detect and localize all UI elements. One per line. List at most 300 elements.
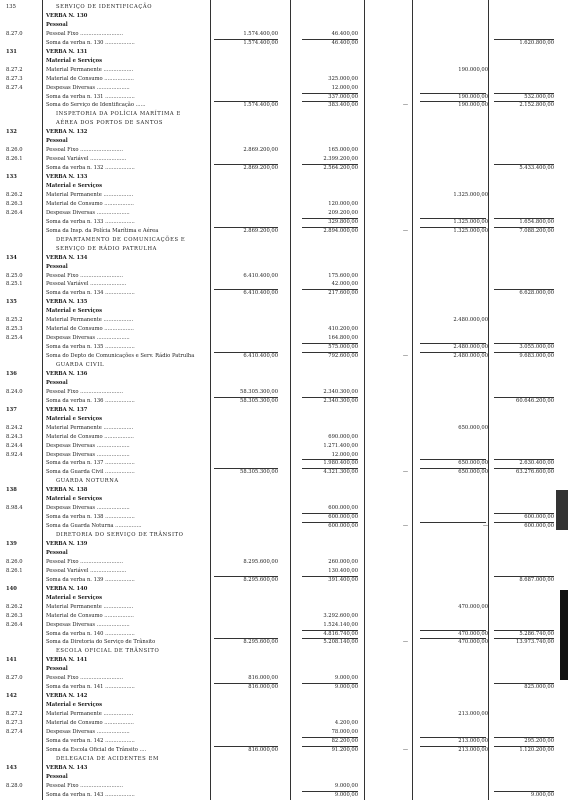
col-total: 5.286.740,00 bbox=[519, 630, 554, 637]
row-label: Pessoal Fixo .......................... bbox=[46, 558, 124, 565]
sum-rule bbox=[302, 630, 358, 631]
row-label: VERBA N. 137 bbox=[46, 406, 88, 413]
col-custeio: 410.200,00 bbox=[328, 326, 358, 333]
ledger-row bbox=[0, 790, 568, 800]
col-pessoal: 58.305.300,00 bbox=[240, 469, 278, 476]
sum-rule bbox=[214, 101, 278, 102]
col-pessoal: 58.305.300,00 bbox=[240, 397, 278, 404]
row-code: 8.27.2 bbox=[6, 66, 23, 73]
col-custeio: 9.000,00 bbox=[334, 675, 358, 682]
col-custeio: 82.200,00 bbox=[331, 737, 358, 744]
col-transf: — bbox=[402, 639, 408, 646]
row-label: Soma da verba n. 140 .................. bbox=[46, 630, 135, 637]
col-total: 9.683.000,00 bbox=[519, 353, 554, 360]
row-label: VERBA N. 141 bbox=[46, 657, 88, 664]
sum-rule bbox=[494, 513, 554, 514]
col-pessoal: 58.305.300,00 bbox=[240, 388, 278, 395]
row-code: 8.25.1 bbox=[6, 281, 23, 288]
row-label: Material de Consumo .................. bbox=[46, 326, 134, 333]
sum-rule bbox=[420, 459, 486, 460]
row-code: 8.24.0 bbox=[6, 388, 23, 395]
sum-rule bbox=[302, 227, 358, 228]
row-code: 8.26.0 bbox=[6, 558, 23, 565]
row-label: Soma da Escola Oficial de Trânsito .... bbox=[46, 746, 147, 753]
col-custeio: 12.000,00 bbox=[331, 84, 358, 91]
sum-rule bbox=[494, 343, 554, 344]
row-label: Pessoal bbox=[46, 263, 68, 270]
sum-rule bbox=[302, 737, 358, 738]
row-code: 8.25.3 bbox=[6, 326, 23, 333]
sum-rule bbox=[302, 397, 358, 398]
col-capital: 1.325.000,00 bbox=[453, 227, 488, 234]
row-label: Despesas Diversas .................... bbox=[46, 451, 130, 458]
col-capital: 1.325.000,00 bbox=[453, 191, 488, 198]
row-number: 137 bbox=[6, 406, 17, 413]
row-number: 135 bbox=[6, 4, 16, 10]
col-custeio: 260.000,00 bbox=[328, 558, 358, 565]
row-label: DIRETORIA DO SERVIÇO DE TRÂNSITO bbox=[56, 532, 184, 539]
sum-rule bbox=[420, 93, 486, 94]
row-label: VERBA N. 136 bbox=[46, 370, 88, 377]
sum-rule bbox=[302, 459, 358, 460]
row-label: Material Permanente .................. bbox=[46, 191, 134, 198]
col-custeio: 600.000,00 bbox=[328, 505, 358, 512]
col-custeio: 9.000,00 bbox=[334, 782, 358, 789]
row-code: 8.26.0 bbox=[6, 147, 23, 154]
col-capital: 2.480.000,00 bbox=[453, 344, 488, 351]
row-code: 8.26.2 bbox=[6, 603, 23, 610]
row-label: Material de Consumo .................. bbox=[46, 720, 134, 726]
col-pessoal: 6.410.400,00 bbox=[243, 272, 278, 279]
col-custeio: 2.399.200,00 bbox=[323, 156, 358, 163]
sum-rule bbox=[494, 352, 554, 353]
col-transf: — bbox=[402, 102, 408, 109]
col-pessoal: 8.295.600,00 bbox=[243, 639, 278, 646]
col-custeio: 4.816.740,00 bbox=[323, 630, 358, 637]
col-capital: 190.000,00 bbox=[458, 93, 488, 100]
row-label: Soma da verba n. 138 .................. bbox=[46, 514, 135, 521]
sum-rule bbox=[494, 93, 554, 94]
row-label: Soma da Diretoria do Serviço de Trânsito bbox=[46, 639, 156, 646]
col-total: 60.646.200,00 bbox=[516, 397, 554, 404]
row-label: VERBA N. 134 bbox=[46, 254, 88, 261]
col-custeio: 1.524.140,00 bbox=[323, 621, 358, 628]
row-number: 142 bbox=[6, 693, 17, 700]
col-custeio: 2.340.300,00 bbox=[323, 388, 358, 395]
sum-rule bbox=[420, 468, 486, 469]
row-label: Material e Serviços bbox=[46, 594, 103, 601]
row-label: Soma da verba n. 143 .................. bbox=[46, 791, 135, 798]
row-code: 8.27.4 bbox=[6, 728, 23, 735]
row-label: GUARDA CIVIL bbox=[56, 362, 105, 368]
col-capital: 650.000,00 bbox=[458, 424, 488, 431]
col-custeio: 9.000,00 bbox=[334, 684, 358, 691]
row-number: 138 bbox=[6, 487, 17, 494]
sum-rule bbox=[302, 791, 358, 792]
sum-rule bbox=[302, 164, 358, 165]
sum-rule bbox=[302, 522, 358, 523]
row-label: VERBA N. 140 bbox=[46, 585, 88, 592]
row-label: VERBA N. 135 bbox=[46, 299, 88, 306]
row-label: DEPARTAMENTO DE COMUNICAÇÕES E bbox=[56, 236, 186, 243]
row-label: Soma da verba n. 134 .................. bbox=[46, 290, 135, 297]
sum-rule bbox=[494, 746, 554, 747]
sum-rule bbox=[494, 791, 554, 792]
row-label: Material Permanente .................. bbox=[46, 711, 134, 718]
row-label: Material e Serviços bbox=[46, 183, 103, 189]
col-pessoal: 6.410.400,00 bbox=[243, 290, 278, 297]
row-label: Material de Consumo .................. bbox=[46, 433, 134, 440]
row-label: Pessoal bbox=[46, 379, 68, 386]
sum-rule bbox=[302, 39, 358, 40]
col-custeio: 2.564.200,00 bbox=[323, 165, 358, 172]
col-custeio: 46.400,00 bbox=[331, 30, 358, 37]
sum-rule bbox=[214, 164, 278, 165]
sum-rule bbox=[214, 227, 278, 228]
sum-rule bbox=[494, 227, 554, 228]
row-code: 8.28.0 bbox=[6, 782, 23, 789]
sum-rule bbox=[302, 746, 358, 747]
col-total: 2.630.400,00 bbox=[519, 460, 554, 467]
col-capital: 470.000,00 bbox=[458, 639, 488, 646]
row-label: Pessoal Variável ...................... bbox=[46, 281, 127, 288]
row-code: 8.98.4 bbox=[6, 505, 23, 512]
sum-rule bbox=[420, 343, 486, 344]
row-code: 8.26.4 bbox=[6, 621, 23, 628]
sum-rule bbox=[214, 39, 278, 40]
col-custeio: 391.400,00 bbox=[328, 576, 358, 583]
col-total: 825.000,00 bbox=[524, 684, 554, 691]
row-code: 8.26.3 bbox=[6, 612, 23, 619]
col-custeio: 5.208.140,00 bbox=[323, 639, 358, 646]
row-number: 132 bbox=[6, 129, 17, 136]
col-pessoal: 2.869.200,00 bbox=[243, 147, 278, 154]
col-capital: 650.000,00 bbox=[458, 460, 488, 467]
col-pessoal: 2.869.200,00 bbox=[243, 165, 278, 172]
col-capital: 470.000,00 bbox=[458, 603, 488, 610]
row-label: Soma da verba n. 136 .................. bbox=[46, 397, 135, 404]
row-label: Soma da verba n. 132 .................. bbox=[46, 165, 135, 172]
col-custeio: 3.292.600,00 bbox=[323, 612, 358, 619]
row-label: DELEGACIA DE ACIDENTES EM bbox=[56, 755, 159, 762]
col-custeio: 12.000,00 bbox=[331, 451, 358, 458]
sum-rule bbox=[420, 227, 486, 228]
row-code: 8.27.4 bbox=[6, 84, 23, 91]
col-custeio: 325.000,00 bbox=[328, 75, 358, 82]
sum-rule bbox=[214, 397, 278, 398]
row-code: 8.24.3 bbox=[6, 433, 23, 440]
row-label: Pessoal bbox=[46, 21, 68, 28]
row-label: Soma do Serviço de Identificação ...... bbox=[46, 102, 146, 109]
row-label: Soma da verba n. 131 .................. bbox=[46, 93, 135, 100]
row-code: 8.26.1 bbox=[6, 156, 23, 163]
col-transf: — bbox=[402, 469, 408, 476]
row-label: VERBA N. 142 bbox=[46, 693, 88, 700]
col-pessoal: 8.295.600,00 bbox=[243, 576, 278, 583]
row-code: 8.26.4 bbox=[6, 209, 23, 216]
row-code: 8.25.2 bbox=[6, 317, 23, 324]
col-capital: 213.000,00 bbox=[458, 711, 488, 718]
sum-rule bbox=[302, 513, 358, 514]
col-capital: 190.000,00 bbox=[458, 66, 488, 73]
col-transf: — bbox=[402, 353, 408, 360]
col-custeio: 120.000,00 bbox=[328, 200, 358, 207]
row-label: Pessoal Fixo .......................... bbox=[46, 782, 124, 789]
row-label: Soma da verba n. 139 .................. bbox=[46, 576, 135, 583]
sum-rule bbox=[302, 638, 358, 639]
col-custeio: 165.000,00 bbox=[328, 147, 358, 154]
col-total: 600.000,00 bbox=[524, 523, 554, 530]
row-label: Pessoal bbox=[46, 666, 68, 673]
row-label: VERBA N. 133 bbox=[46, 174, 88, 181]
row-code: 8.24.2 bbox=[6, 424, 23, 431]
row-number: 140 bbox=[6, 585, 17, 592]
sum-rule bbox=[420, 101, 486, 102]
col-custeio: 2.340.300,00 bbox=[323, 397, 358, 404]
col-custeio: 337.000,00 bbox=[328, 93, 358, 100]
row-number: 133 bbox=[6, 174, 17, 181]
sum-rule bbox=[214, 576, 278, 577]
col-pessoal: 8.295.600,00 bbox=[243, 558, 278, 565]
col-custeio: 217.600,00 bbox=[328, 290, 358, 297]
row-label: Soma da verba n. 133 .................. bbox=[46, 218, 135, 225]
col-capital: — bbox=[482, 523, 488, 530]
sum-rule bbox=[302, 289, 358, 290]
col-total: 1.620.800,00 bbox=[519, 39, 554, 46]
row-label: Pessoal bbox=[46, 138, 68, 145]
row-label: Pessoal bbox=[46, 549, 68, 556]
row-code: 8.26.3 bbox=[6, 200, 23, 207]
sum-rule bbox=[494, 638, 554, 639]
col-total: 2.152.800,00 bbox=[519, 102, 554, 109]
col-capital: 2.480.000,00 bbox=[453, 317, 488, 324]
col-total: 63.276.600,00 bbox=[516, 469, 554, 476]
row-label: Material de Consumo .................. bbox=[46, 75, 134, 82]
row-label: Material Permanente .................. bbox=[46, 66, 134, 73]
row-label: VERBA N. 139 bbox=[46, 541, 88, 547]
sum-rule bbox=[494, 164, 554, 165]
row-label: VERBA N. 130 bbox=[46, 12, 88, 19]
col-total: 5.433.400,00 bbox=[519, 165, 554, 172]
sum-rule bbox=[494, 289, 554, 290]
col-total: 1.120.200,00 bbox=[519, 746, 554, 753]
sum-rule bbox=[302, 468, 358, 469]
col-total: 532.000,00 bbox=[524, 93, 554, 100]
row-label: Pessoal Fixo .......................... bbox=[46, 30, 124, 37]
row-label: Pessoal bbox=[46, 773, 68, 780]
col-total: 8.687.000,00 bbox=[519, 576, 554, 583]
sum-rule bbox=[214, 746, 278, 747]
col-pessoal: 816.000,00 bbox=[248, 675, 278, 682]
row-label: Soma da verba n. 130 .................. bbox=[46, 39, 135, 46]
row-label: Soma da Guarda Civil .................. bbox=[46, 469, 135, 476]
col-capital: 190.000,00 bbox=[458, 102, 488, 109]
row-code: 8.27.3 bbox=[6, 75, 23, 82]
col-pessoal: 816.000,00 bbox=[248, 746, 278, 753]
row-code: 8.27.2 bbox=[6, 711, 23, 718]
sum-rule bbox=[302, 101, 358, 102]
sum-rule bbox=[302, 352, 358, 353]
row-code: 8.25.0 bbox=[6, 272, 23, 279]
col-custeio: 1.980.400,00 bbox=[323, 460, 358, 467]
row-number: 134 bbox=[6, 254, 17, 261]
col-custeio: 600.000,00 bbox=[328, 523, 358, 530]
row-label: Despesas Diversas .................... bbox=[46, 621, 130, 628]
row-label: Material e Serviços bbox=[46, 308, 103, 315]
sum-rule bbox=[494, 522, 554, 523]
col-transf: — bbox=[402, 746, 408, 753]
sum-rule bbox=[494, 737, 554, 738]
sum-rule bbox=[420, 737, 486, 738]
sum-rule bbox=[494, 397, 554, 398]
sum-rule bbox=[494, 218, 554, 219]
col-transf: — bbox=[402, 227, 408, 234]
row-label: Despesas Diversas .................... bbox=[46, 335, 130, 342]
col-custeio: 690.000,00 bbox=[328, 433, 358, 440]
col-custeio: 209.200,00 bbox=[328, 209, 358, 216]
col-capital: 1.325.000,00 bbox=[453, 218, 488, 225]
sum-rule bbox=[302, 683, 358, 684]
sum-rule bbox=[420, 218, 486, 219]
row-code: 8.25.4 bbox=[6, 335, 23, 342]
sum-rule bbox=[214, 352, 278, 353]
col-custeio: 130.400,00 bbox=[328, 567, 358, 574]
row-label: Material e Serviços bbox=[46, 57, 103, 64]
sum-rule bbox=[302, 218, 358, 219]
row-number: 141 bbox=[6, 657, 17, 664]
row-label: Material e Serviços bbox=[46, 415, 103, 422]
col-total: 13.973.740,00 bbox=[516, 639, 554, 646]
col-pessoal: 816.000,00 bbox=[248, 684, 278, 691]
sum-rule bbox=[214, 468, 278, 469]
row-label: Material Permanente .................. bbox=[46, 603, 134, 610]
col-capital: 213.000,00 bbox=[458, 737, 488, 744]
sum-rule bbox=[494, 630, 554, 631]
row-code: 8.27.0 bbox=[6, 30, 23, 37]
col-pessoal: 1.574.400,00 bbox=[243, 30, 278, 37]
col-custeio: 42.000,00 bbox=[331, 281, 358, 288]
col-custeio: 329.800,00 bbox=[328, 218, 358, 225]
col-capital: 213.000,00 bbox=[458, 746, 488, 753]
col-custeio: 46.400,00 bbox=[331, 39, 358, 46]
row-code: 8.26.1 bbox=[6, 567, 23, 574]
row-label: Pessoal Variável ...................... bbox=[46, 156, 127, 163]
col-custeio: 4.200,00 bbox=[334, 720, 358, 726]
row-code: 8.27.0 bbox=[6, 675, 23, 682]
col-custeio: 78.000,00 bbox=[331, 728, 358, 735]
col-custeio: 9.000,00 bbox=[334, 791, 358, 798]
row-label: GUARDA NOTURNA bbox=[56, 478, 119, 485]
col-custeio: 383.400,00 bbox=[328, 102, 358, 109]
row-label: Pessoal Fixo .......................... bbox=[46, 272, 124, 279]
row-number: 135 bbox=[6, 299, 17, 306]
sum-rule bbox=[420, 630, 486, 631]
row-label: Material de Consumo .................. bbox=[46, 200, 134, 207]
col-custeio: 600.000,00 bbox=[328, 514, 358, 521]
row-number: 136 bbox=[6, 370, 17, 377]
row-label: Despesas Diversas .................... bbox=[46, 84, 130, 91]
sum-rule bbox=[494, 468, 554, 469]
row-label: Material de Consumo .................. bbox=[46, 612, 134, 619]
col-custeio: 4.321.300,00 bbox=[323, 469, 358, 476]
row-label: Soma do Depto de Comunicações e Serv. Rádio Patrulha bbox=[46, 353, 195, 360]
row-label: Despesas Diversas .................... bbox=[46, 728, 130, 735]
col-custeio: 91.200,00 bbox=[331, 746, 358, 753]
row-label: AÉREA DOS PORTOS DE SANTOS bbox=[56, 120, 164, 127]
col-transf: — bbox=[402, 523, 408, 530]
row-label: Soma da Insp. da Polícia Marítima e Aérea bbox=[46, 227, 159, 234]
sum-rule bbox=[302, 343, 358, 344]
col-custeio: 2.894.000,00 bbox=[323, 227, 358, 234]
sum-rule bbox=[214, 638, 278, 639]
row-label: VERBA N. 138 bbox=[46, 487, 88, 494]
row-label: Despesas Diversas .................... bbox=[46, 209, 130, 216]
row-label: INSPETORIA DA POLÍCIA MARÍTIMA E bbox=[56, 111, 181, 118]
row-label: Soma da verba n. 135 .................. bbox=[46, 344, 135, 351]
row-number: 131 bbox=[6, 48, 17, 55]
row-number: 143 bbox=[6, 764, 17, 771]
row-label: ESCOLA OFICIAL DE TRÂNSITO bbox=[56, 648, 160, 655]
col-total: 7.088.200,00 bbox=[519, 227, 554, 234]
col-capital: 650.000,00 bbox=[458, 469, 488, 476]
row-code: 8.92.4 bbox=[6, 451, 23, 458]
row-label: Pessoal Variável ...................... bbox=[46, 567, 127, 574]
row-label: Pessoal Fixo .......................... bbox=[46, 675, 124, 682]
col-total: 600.000,00 bbox=[524, 514, 554, 521]
row-label: Pessoal Fixo .......................... bbox=[46, 147, 124, 154]
sum-rule bbox=[494, 101, 554, 102]
row-label: VERBA N. 143 bbox=[46, 764, 88, 771]
sum-rule bbox=[302, 576, 358, 577]
col-pessoal: 1.574.400,00 bbox=[243, 102, 278, 109]
row-label: SERVIÇO DE IDENTIFICAÇÃO bbox=[56, 4, 153, 10]
sum-rule bbox=[214, 289, 278, 290]
row-code: 8.27.3 bbox=[6, 720, 23, 726]
sum-rule bbox=[302, 93, 358, 94]
row-label: Despesas Diversas .................... bbox=[46, 505, 130, 512]
sum-rule bbox=[420, 352, 486, 353]
sum-rule bbox=[494, 459, 554, 460]
row-code: 8.26.2 bbox=[6, 191, 23, 198]
sum-rule bbox=[494, 576, 554, 577]
sum-rule bbox=[494, 39, 554, 40]
col-capital: 470.000,00 bbox=[458, 630, 488, 637]
col-pessoal: 1.574.400,00 bbox=[243, 39, 278, 46]
row-label: Material e Serviços bbox=[46, 496, 103, 503]
sum-rule bbox=[214, 683, 278, 684]
row-label: Soma da verba n. 142 .................. bbox=[46, 737, 135, 744]
row-label: Soma da verba n. 137 .................. bbox=[46, 460, 135, 467]
col-custeio: 792.600,00 bbox=[328, 353, 358, 360]
row-label: VERBA N. 131 bbox=[46, 48, 88, 55]
row-label: Material Permanente .................. bbox=[46, 317, 134, 324]
col-custeio: 1.271.400,00 bbox=[323, 442, 358, 449]
row-label: Despesas Diversas .................... bbox=[46, 442, 130, 449]
col-custeio: 164.800,00 bbox=[328, 335, 358, 342]
row-label: Material Permanente .................. bbox=[46, 424, 134, 431]
col-pessoal: 6.410.400,00 bbox=[243, 353, 278, 360]
row-number: 139 bbox=[6, 541, 17, 547]
sum-rule bbox=[420, 746, 486, 747]
col-total: 3.055.000,00 bbox=[519, 344, 554, 351]
row-label: Soma da verba n. 141 .................. bbox=[46, 684, 135, 691]
col-capital: 2.480.000,00 bbox=[453, 353, 488, 360]
row-label: Pessoal Fixo .......................... bbox=[46, 388, 124, 395]
col-custeio: 575.000,00 bbox=[328, 344, 358, 351]
sum-rule bbox=[494, 683, 554, 684]
col-pessoal: 2.869.200,00 bbox=[243, 227, 278, 234]
row-label: Soma da Guarda Noturna ................ bbox=[46, 523, 142, 530]
